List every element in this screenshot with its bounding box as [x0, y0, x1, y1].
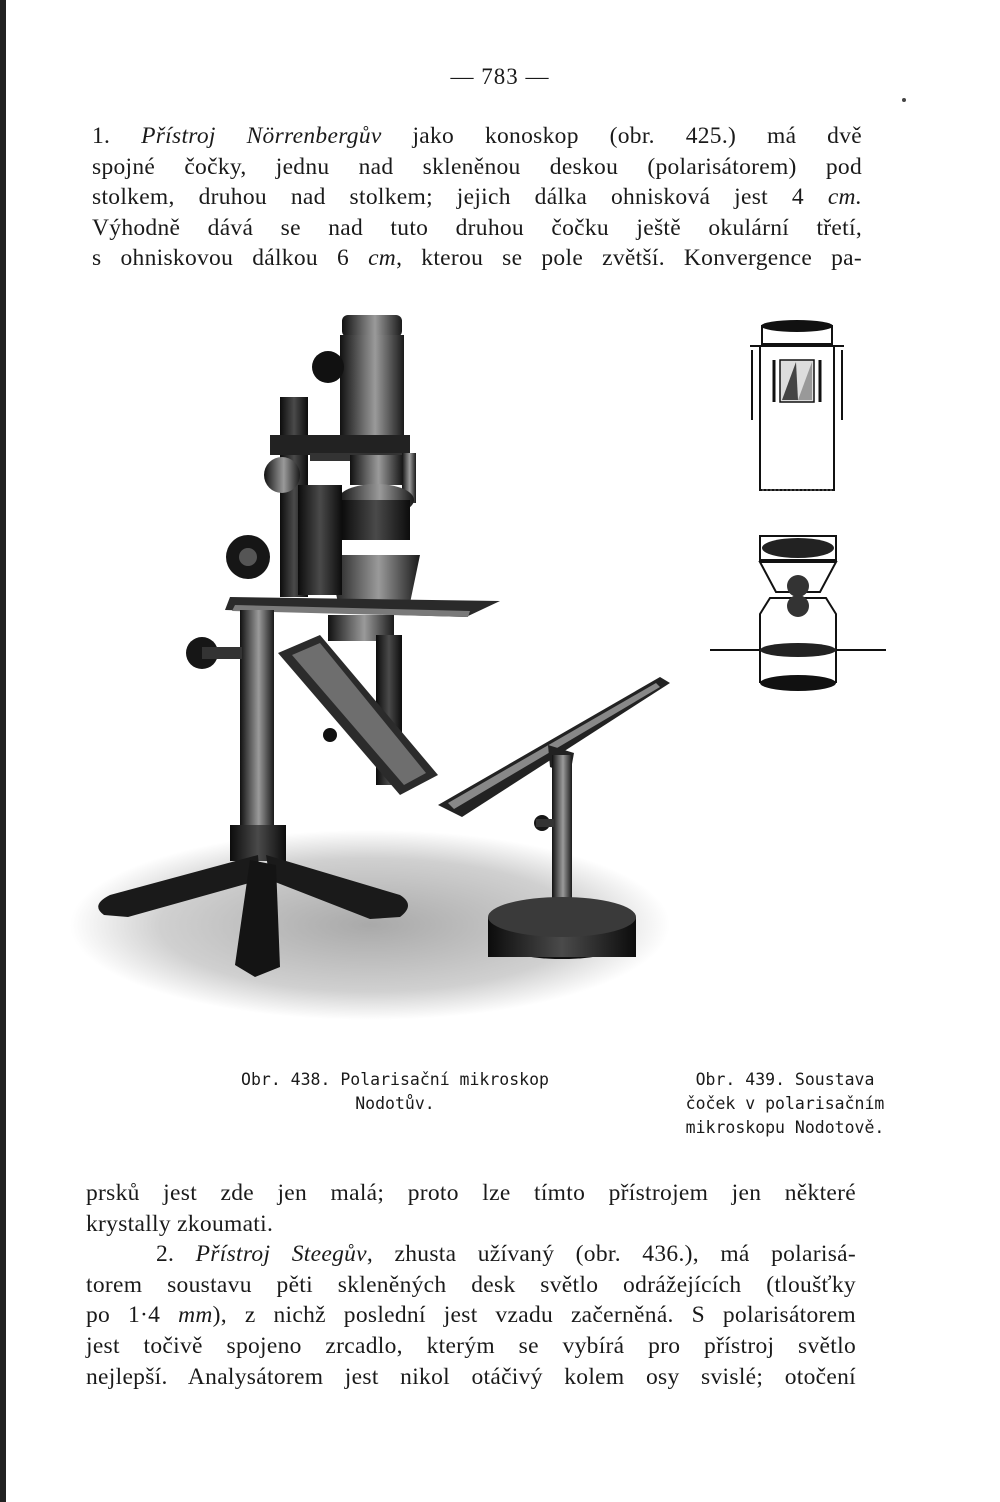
- caption-line: Obr. 438. Polarisační mikroskop: [241, 1070, 549, 1089]
- text-line: Výhodně dává se nad tuto druhou čočku ještě okulární třetí,: [92, 214, 862, 241]
- microscope-illustration: [70, 305, 670, 1045]
- figure-caption-main: [205, 1068, 585, 1116]
- figure-caption-side: [665, 1068, 905, 1140]
- top-paragraph: [92, 121, 862, 274]
- page-edge-shadow: [0, 0, 6, 1502]
- text-line: prsků jest zde jen malá; proto lze tímto přístrojem jen některé: [86, 1180, 856, 1206]
- text-line: nejlepší. Analysátorem jest nikol otáčivý kolem osy svislé; otočení: [86, 1363, 856, 1390]
- caption-line: mikroskopu Nodotově.: [685, 1118, 885, 1137]
- text-line: stolkem, druhou nad stolkem; jejich dálka ohnisková jest 4 cm.: [92, 184, 862, 211]
- caption-line: Obr. 439. Soustava: [695, 1070, 875, 1089]
- caption-line: čoček v polarisačním: [685, 1094, 885, 1113]
- text-line: jest točivě spojeno zrcadlo, kterým se vybírá pro přístroj světlo: [86, 1332, 856, 1359]
- text-line: 1. Přístroj Nörrenbergův jako konoskop (obr. 425.) má dvě: [92, 123, 862, 149]
- print-speck: [902, 98, 906, 102]
- page-number: — 783 —: [450, 64, 550, 89]
- bottom-paragraph: [86, 1178, 856, 1392]
- text-line: po 1·4 mm), z nichž poslední jest vzadu začerněná. S polarisátorem: [86, 1302, 856, 1329]
- text-line: spojné čočky, jednu nad skleněnou deskou (polarisátorem) pod: [92, 153, 862, 180]
- caption-line: Nodotův.: [355, 1094, 435, 1113]
- lens-system-diagram: [700, 310, 895, 695]
- text-line: s ohniskovou dálkou 6 cm, kterou se pole zvětší. Konvergence pa-: [92, 245, 862, 272]
- text-line: torem soustavu pěti skleněných desk světlo odrážejících (tloušťky: [86, 1271, 856, 1298]
- text-line: 2. Přístroj Steegův, zhusta užívaný (obr. 436.), má polarisá-: [156, 1241, 856, 1268]
- text-line: krystally zkoumati.: [86, 1210, 274, 1237]
